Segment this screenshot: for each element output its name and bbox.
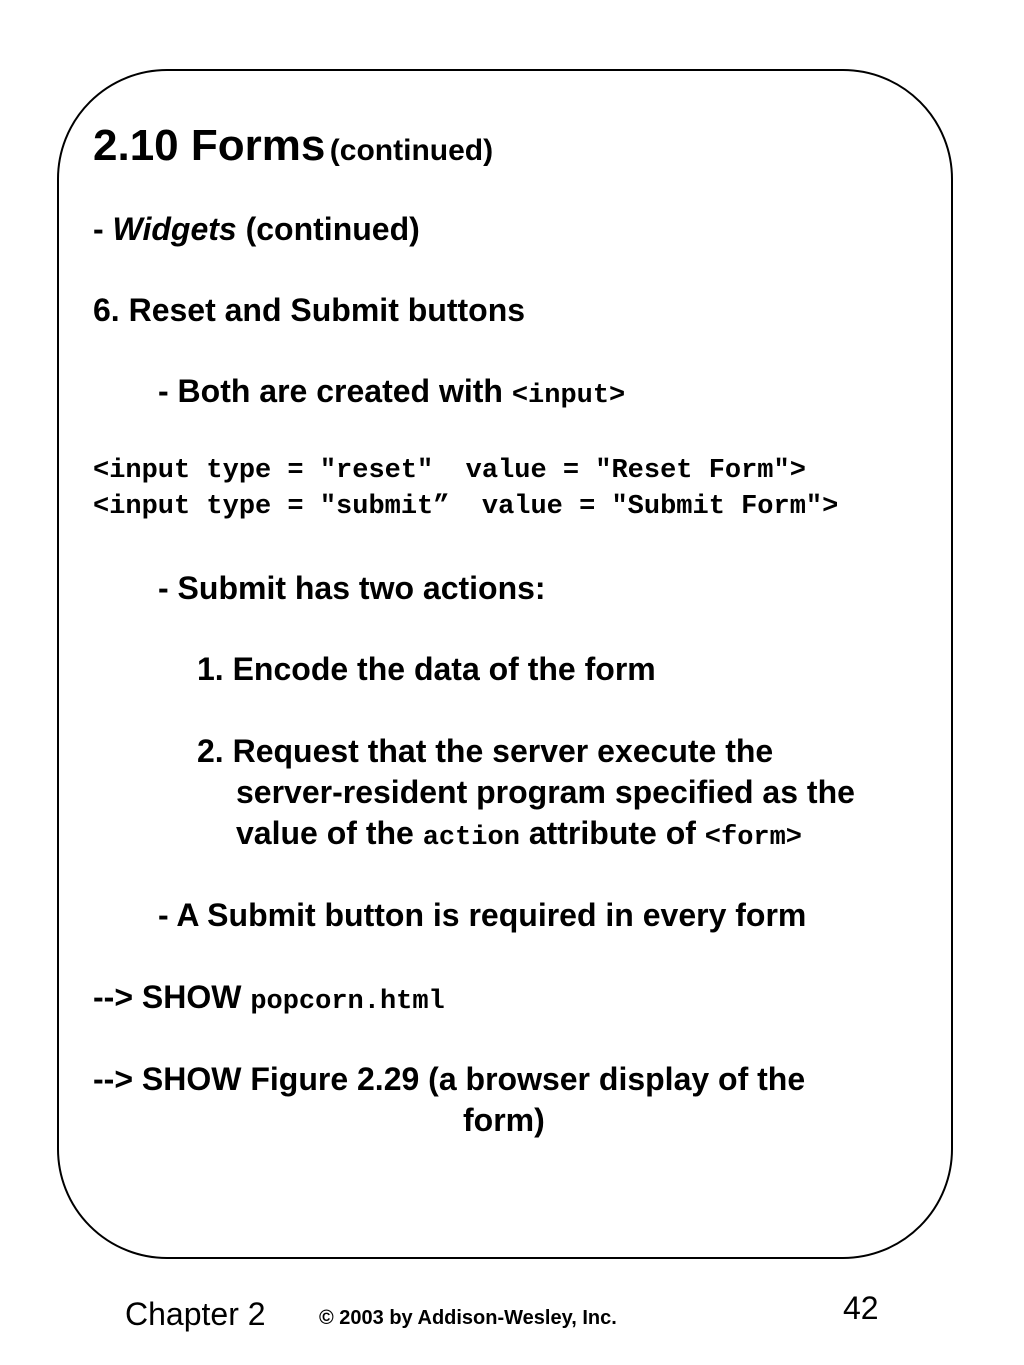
footer-copyright: © 2003 by Addison-Wesley, Inc. [319,1307,617,1329]
widgets-heading [93,213,420,245]
widgets-label: Widgets [112,211,237,247]
action-item-2-line-1: 2. Request that the server execute the [197,733,774,769]
widgets-suffix: (continued) [236,211,420,247]
form-tag-code: <form> [704,823,803,853]
submit-required-note: - A Submit button is required in every form [158,897,807,933]
show-figure-line-1: --> SHOW Figure 2.29 (a browser display of the [93,1061,806,1097]
title-suffix: (continued) [329,134,494,167]
both-created-line [158,375,625,410]
code-line-submit: <input type = "submit” value = "Submit Form"> [93,492,839,522]
slide-title [93,121,494,170]
action-2-middle: attribute of [519,815,705,851]
footer-page-number: 42 [843,1290,879,1326]
widgets-dash: - [93,211,113,247]
action-item-2-line-3 [236,817,802,852]
action-item-1: 1. Encode the data of the form [197,651,656,687]
show-1-prefix: --> SHOW [93,979,251,1015]
popcorn-filename-code: popcorn.html [250,987,445,1017]
section-heading: 6. Reset and Submit buttons [93,292,526,328]
show-popcorn-line [93,981,445,1016]
action-attr-code: action [422,823,520,853]
input-tag-code: <input> [511,381,626,411]
action-item-2-line-2: server-resident program specified as the [236,774,855,810]
title-text: 2.10 Forms [93,121,326,170]
both-created-text: - Both are created with [158,373,512,409]
code-line-reset: <input type = "reset" value = "Reset Form"> [93,456,806,486]
show-figure-line-2: form) [463,1102,545,1138]
action-2-prefix: value of the [236,815,423,851]
footer-chapter: Chapter 2 [125,1296,266,1332]
submit-actions-heading: - Submit has two actions: [158,570,546,606]
